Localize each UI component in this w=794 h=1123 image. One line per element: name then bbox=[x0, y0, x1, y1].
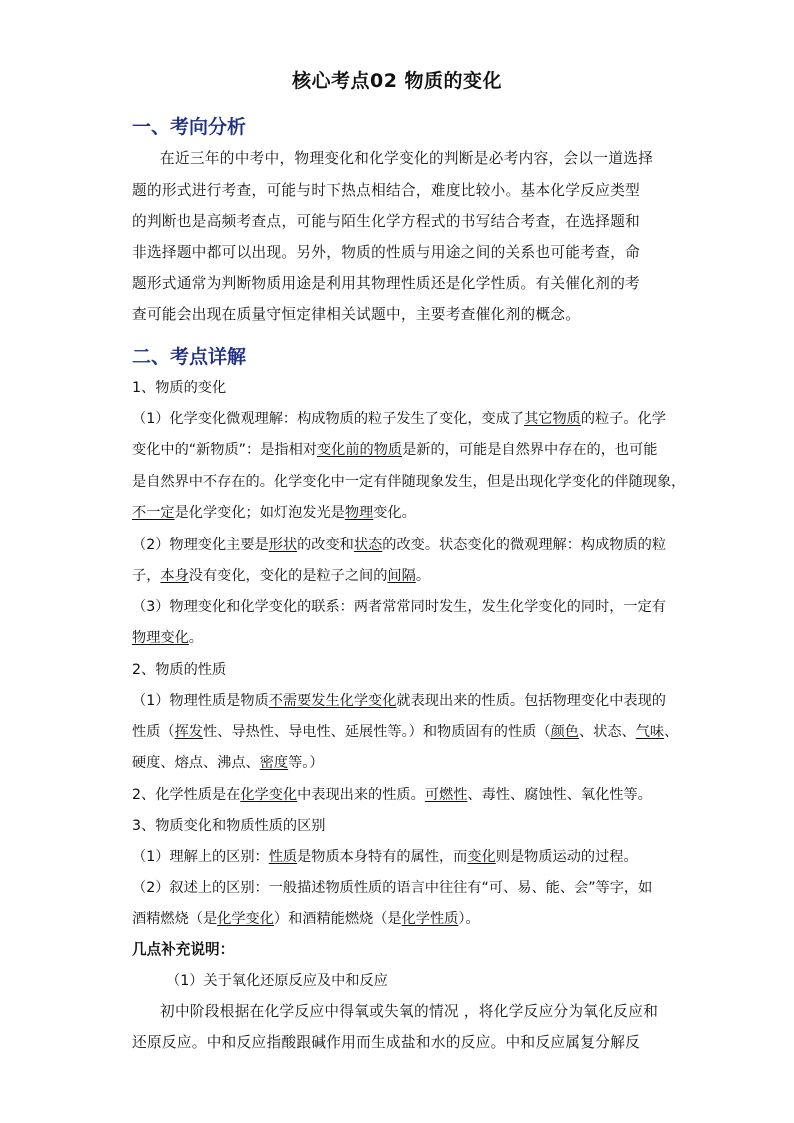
detail-line: 2、化学性质是在化学变化中表现出来的性质。可燃性、毒性、腐蚀性、氧化性等。 bbox=[132, 787, 652, 803]
section-heading-analysis: 一、考向分析 bbox=[132, 116, 247, 138]
notes-line: 初中阶段根据在化学反应中得氧或失氧的情况 ，将化学反应分为氧化反应和 bbox=[160, 1003, 659, 1020]
paragraph-line: 非选择题中都可以出现。另外，物质的性质与用途之间的关系也可能考查，命 bbox=[132, 244, 641, 261]
subheading-differences: 3、物质变化和物质性质的区别 bbox=[132, 818, 326, 834]
detail-line: 子，本身没有变化，变化的是粒子之间的间隔。 bbox=[132, 568, 431, 584]
paragraph-line: 题形式通常为判断物质用途是利用其物理性质还是化学性质。有关催化剂的考 bbox=[132, 275, 641, 292]
subheading-properties: 2、物质的性质 bbox=[132, 662, 227, 678]
detail-line: （1）理解上的区别：性质是物质本身特有的属性，而变化则是物质运动的过程。 bbox=[132, 849, 638, 865]
page-title: 核心考点02 物质的变化 bbox=[291, 70, 503, 92]
detail-line: 不一定是化学变化；如灯泡发光是物理变化。 bbox=[132, 505, 416, 521]
detail-line: 酒精燃烧（是化学变化）和酒精能燃烧（是化学性质）。 bbox=[132, 911, 480, 927]
detail-line: 是自然界中不存在的。化学变化中一定有伴随现象发生，但是出现化学变化的伴随现象， bbox=[132, 474, 686, 490]
notes-heading: 几点补充说明： bbox=[132, 941, 235, 958]
notes-line: （1）关于氧化还原反应及中和反应 bbox=[166, 973, 388, 989]
detail-line: （1）化学变化微观理解：构成物质的粒子发生了变化，变成了其它物质的粒子。化学 bbox=[132, 411, 666, 427]
paragraph-line: 题的形式进行考查，可能与时下热点相结合，难度比较小。基本化学反应类型 bbox=[132, 182, 641, 199]
detail-line: （1）物理性质是物质不需要发生化学变化就表现出来的性质。包括物理变化中表现的 bbox=[132, 693, 666, 709]
detail-line: 变化中的“新物质”：是指相对变化前的物质是新的，可能是自然界中存在的，也可能 bbox=[132, 442, 658, 458]
paragraph-line: 在近三年的中考中，物理变化和化学变化的判断是必考内容，会以一道选择 bbox=[160, 150, 654, 167]
paragraph-line: 的判断也是高频考查点，可能与陌生化学方程式的书写结合考查，在选择题和 bbox=[132, 213, 641, 230]
section-heading-detail: 二、考点详解 bbox=[132, 346, 247, 368]
detail-line: 性质（挥发性、导热性、导电性、延展性等。）和物质固有的性质（颜色、状态、气味、 bbox=[132, 724, 679, 740]
detail-line: （2）叙述上的区别：一般描述物质性质的语言中往往有“可、易、能、会”等字，如 bbox=[132, 880, 653, 896]
paragraph-line: 查可能会出现在质量守恒定律相关试题中，主要考查催化剂的概念。 bbox=[132, 306, 581, 323]
detail-line: 物理变化。 bbox=[132, 630, 203, 646]
detail-line: （2）物理变化主要是形状的改变和状态的改变。状态变化的微观理解：构成物质的粒 bbox=[132, 537, 667, 553]
detail-line: 硬度、熔点、沸点、密度等。） bbox=[132, 755, 324, 771]
subheading-changes: 1、物质的变化 bbox=[132, 380, 227, 396]
detail-line: （3）物理变化和化学变化的联系：两者常常同时发生，发生化学变化的同时，一定有 bbox=[132, 599, 666, 615]
notes-line: 还原反应。中和反应指酸跟碱作用而生成盐和水的反应。中和反应属复分解反 bbox=[132, 1034, 641, 1051]
